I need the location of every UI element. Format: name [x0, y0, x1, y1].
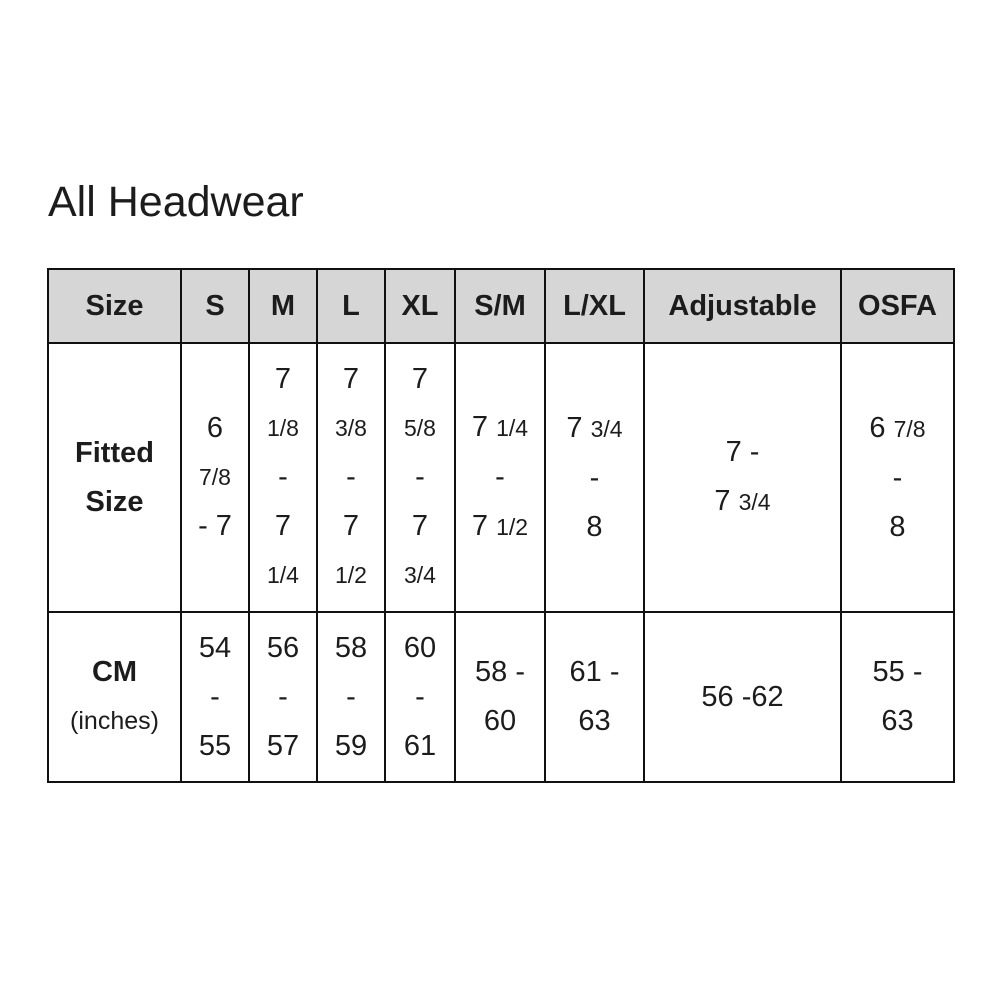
value-line: 58 - — [475, 656, 525, 688]
header-m: M — [249, 269, 317, 343]
value-line — [456, 403, 544, 453]
cm-xl-cell — [385, 612, 455, 782]
value-line: 56 -62 — [701, 680, 784, 713]
value-line: 61 - — [569, 656, 620, 688]
value-line: 61 — [403, 729, 437, 762]
table-row-fitted-size — [48, 343, 954, 612]
page-title: All Headwear — [48, 178, 304, 226]
header-s-m: S/M — [455, 269, 545, 343]
value-whole: 7 — [566, 411, 591, 444]
value-fraction: 1/4 — [267, 562, 299, 588]
value-line: - 7 — [198, 510, 232, 542]
value-line: 63 — [578, 705, 611, 737]
value-line: 54 — [198, 631, 232, 664]
value-line: 8 — [586, 510, 603, 543]
value-line: 7 — [342, 510, 360, 542]
value-line: 7 - — [725, 436, 760, 468]
value-fraction: 3/8 — [335, 415, 367, 441]
fitted-xl-cell — [385, 343, 455, 612]
cm-s-m-cell — [455, 612, 545, 782]
value-line: - — [589, 461, 600, 494]
value-fraction: 3/4 — [738, 489, 771, 515]
value-line: 55 - — [872, 656, 923, 688]
header-l: L — [317, 269, 385, 343]
fitted-m-cell — [249, 343, 317, 612]
value-line: 8 — [889, 510, 906, 543]
value-whole: 7 — [714, 485, 739, 517]
value-line: 58 — [334, 631, 368, 664]
header-adjustable: Adjustable — [644, 269, 841, 343]
value-fraction: 1/8 — [267, 415, 299, 441]
value-line: 7 — [342, 363, 360, 395]
value-whole: 7 — [471, 411, 497, 443]
row-label-fitted-size — [48, 343, 181, 612]
value-fraction: 1/2 — [335, 562, 367, 588]
value-line: - — [415, 680, 425, 713]
header-row — [48, 269, 954, 343]
size-chart-table — [47, 268, 955, 783]
value-fraction: 3/4 — [404, 562, 436, 588]
header-osfa: OSFA — [841, 269, 954, 343]
header-s: S — [181, 269, 249, 343]
cm-adjustable-cell — [644, 612, 841, 782]
value-line: - — [892, 461, 903, 494]
row-label-cm — [48, 612, 181, 782]
value-line — [645, 477, 840, 527]
header-l-xl: L/XL — [545, 269, 644, 343]
value-fraction: 1/4 — [496, 415, 529, 441]
cm-osfa-cell — [841, 612, 954, 782]
value-line: 7 — [274, 510, 292, 542]
value-line — [842, 404, 953, 454]
value-fraction: 5/8 — [404, 415, 436, 441]
value-line: 6 — [206, 412, 224, 444]
value-line: - — [346, 680, 356, 713]
value-line: - — [278, 680, 288, 713]
value-line: 55 — [198, 729, 232, 762]
value-line: - — [495, 461, 505, 493]
row-label-line: Fitted — [75, 436, 154, 469]
value-fraction: 7/8 — [199, 464, 231, 490]
fitted-s-cell — [181, 343, 249, 612]
cm-l-xl-cell — [545, 612, 644, 782]
value-line: 7 — [274, 363, 292, 395]
value-line: 56 — [266, 631, 300, 664]
fitted-adjustable-cell — [644, 343, 841, 612]
cm-m-cell — [249, 612, 317, 782]
value-line: 63 — [881, 705, 914, 737]
value-line: 59 — [334, 729, 368, 762]
fitted-l-cell — [317, 343, 385, 612]
row-label-line: CM — [91, 656, 138, 688]
value-line — [456, 502, 544, 552]
fitted-s-m-cell — [455, 343, 545, 612]
header-size: Size — [48, 269, 181, 343]
value-line: 60 — [483, 705, 517, 737]
value-line: - — [415, 461, 425, 493]
value-line: 7 — [411, 363, 429, 395]
cm-l-cell — [317, 612, 385, 782]
value-fraction: 7/8 — [893, 415, 926, 442]
value-line: - — [278, 461, 288, 493]
header-xl: XL — [385, 269, 455, 343]
value-fraction: 3/4 — [590, 415, 623, 442]
value-line: 60 — [403, 631, 437, 664]
value-line: - — [346, 461, 356, 493]
value-whole: 6 — [869, 411, 894, 444]
value-line — [546, 404, 643, 454]
value-line: - — [210, 680, 220, 713]
cm-s-cell — [181, 612, 249, 782]
table-row-cm — [48, 612, 954, 782]
value-fraction: 1/2 — [496, 514, 529, 540]
value-line: 57 — [266, 729, 300, 762]
row-label-line: Size — [85, 485, 144, 518]
row-label-subline: (inches) — [70, 707, 159, 735]
fitted-l-xl-cell — [545, 343, 644, 612]
value-line: 7 — [411, 510, 429, 542]
value-whole: 7 — [471, 510, 497, 542]
fitted-osfa-cell — [841, 343, 954, 612]
